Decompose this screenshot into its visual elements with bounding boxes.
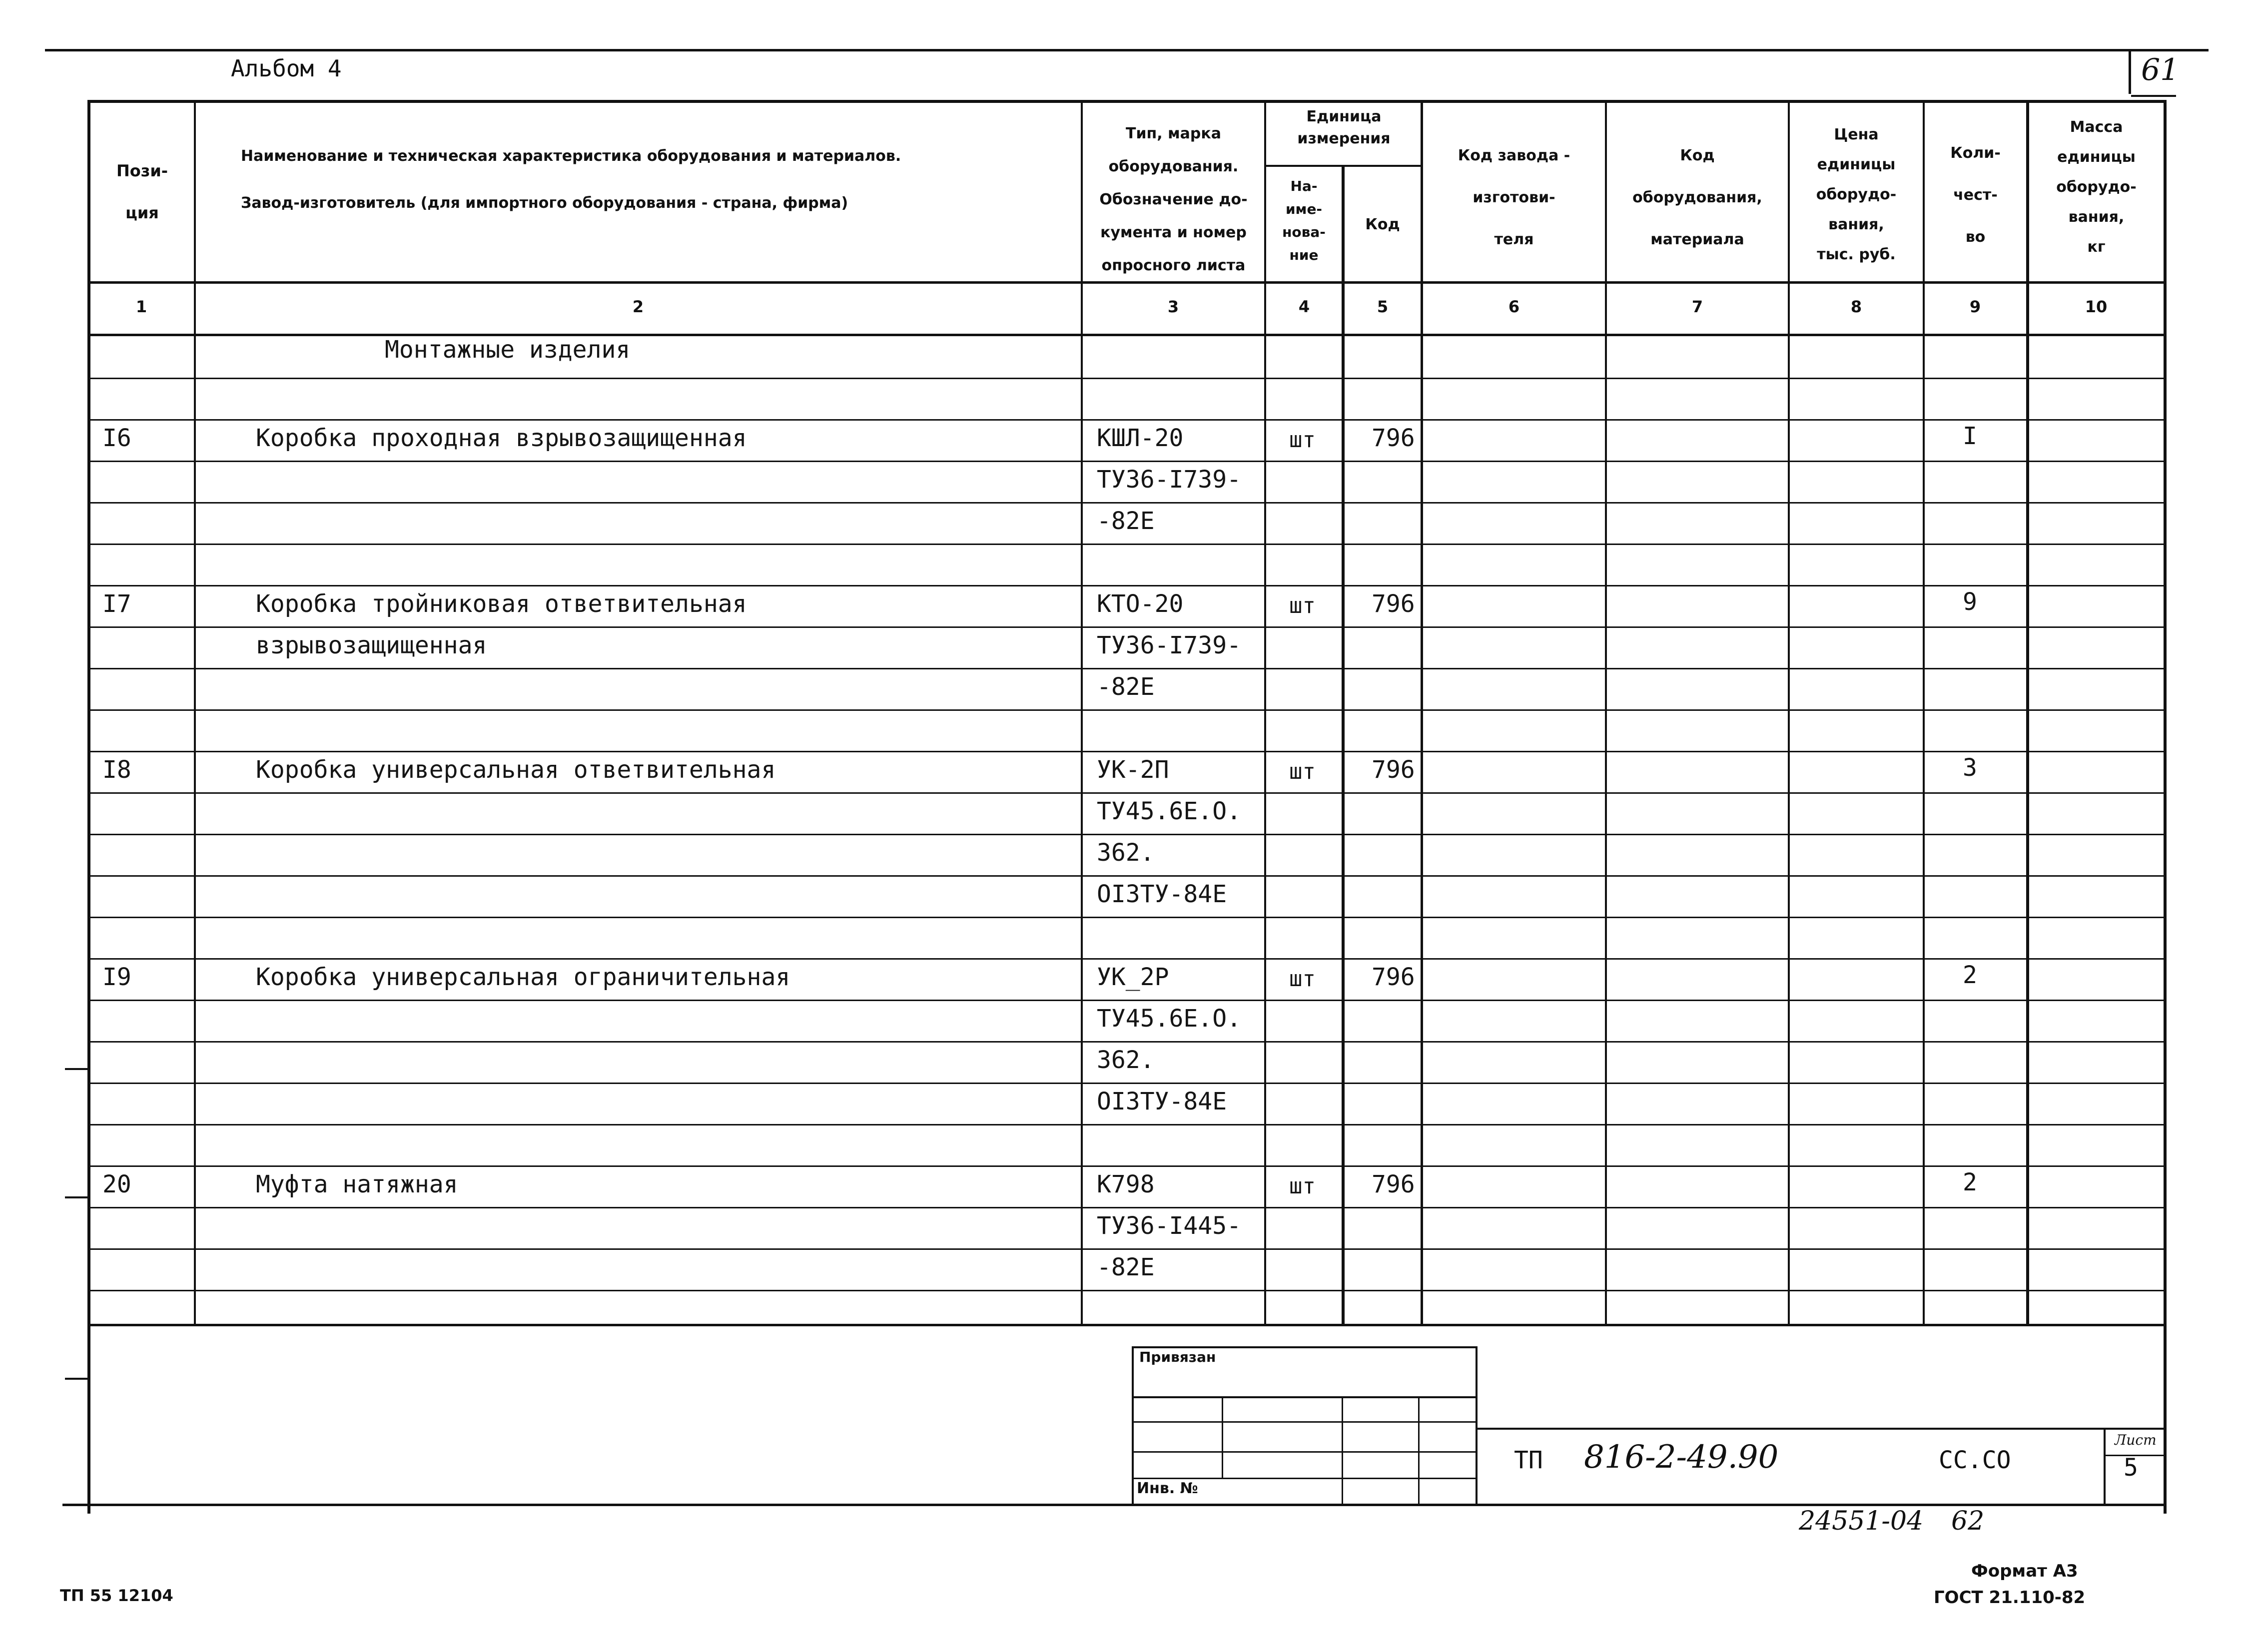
col-divider-4 xyxy=(1342,165,1345,1324)
sheet-box-left xyxy=(2104,1428,2106,1505)
margin-mark-2 xyxy=(65,1196,90,1198)
row-type: OI3ТУ-84Е xyxy=(1097,880,1227,908)
stamp-col-3 xyxy=(1418,1398,1420,1505)
c4-header-line: име- xyxy=(1285,201,1323,217)
row-position: I6 xyxy=(102,424,131,452)
row-type: 362. xyxy=(1097,839,1155,867)
section-title: Монтажные изделия xyxy=(385,336,631,364)
c8-header-line: вания, xyxy=(1828,216,1884,233)
col-divider-2 xyxy=(1081,100,1083,1324)
col3-header xyxy=(1083,117,1264,282)
row-line xyxy=(89,751,2165,752)
col4-header xyxy=(1266,175,1342,267)
margin-mark-3 xyxy=(65,1378,90,1380)
tp-label: ТП xyxy=(1514,1446,1543,1474)
document-code: СС.СО xyxy=(1939,1446,2011,1474)
row-line xyxy=(89,1290,2165,1291)
c7-header-line: материала xyxy=(1650,231,1744,248)
row-code: 796 xyxy=(1372,590,1415,618)
row-type: КШЛ-20 xyxy=(1097,424,1184,452)
page-corner-number: 61 xyxy=(2141,52,2180,87)
stamp-col-1 xyxy=(1222,1398,1223,1478)
col-divider-3 xyxy=(1264,100,1266,1324)
table-left-border xyxy=(87,100,90,1514)
row-type: ТУ45.6Е.О. xyxy=(1097,1005,1241,1033)
row-type: -82Е xyxy=(1097,673,1155,701)
unit-subheader-line xyxy=(1264,165,1422,167)
c_unit-header-line: измерения xyxy=(1297,130,1391,147)
row-type: УК-2П xyxy=(1097,756,1169,784)
row-type: ТУ36-I445- xyxy=(1097,1212,1241,1240)
row-type: 362. xyxy=(1097,1046,1155,1074)
c6-header-line: Код завода - xyxy=(1458,147,1570,164)
col2-header-line2: Завод-изготовитель (для импортного оборудования - страна, фирма) xyxy=(241,194,848,212)
table-bottom-line xyxy=(87,1324,2166,1326)
row-line xyxy=(89,1083,2165,1084)
row-line xyxy=(89,544,2165,545)
album-label: Альбом 4 xyxy=(231,55,342,82)
archive-number: 24551-04 xyxy=(1799,1506,1924,1536)
row-quantity: 2 xyxy=(1963,1168,1977,1196)
col7-header xyxy=(1607,135,1788,261)
sheet-label: Лист xyxy=(2115,1432,2157,1448)
col5-header: Код xyxy=(1365,216,1400,233)
c9-header-line: чест- xyxy=(1953,186,1998,204)
sheet-number: 5 xyxy=(2124,1454,2138,1482)
stamp-box-left xyxy=(1132,1346,1134,1506)
c3-header-line: опросного листа xyxy=(1101,257,1246,274)
stamp-row-3 xyxy=(1132,1451,1477,1453)
title-block-top xyxy=(1476,1428,2165,1430)
row-unit: шт xyxy=(1289,1173,1316,1199)
row-type: ТУ36-I739- xyxy=(1097,466,1241,494)
top-border xyxy=(45,49,2209,51)
row-line xyxy=(89,1000,2165,1001)
row-code: 796 xyxy=(1372,756,1415,784)
row-quantity: 3 xyxy=(1963,754,1977,782)
c7-header-line: Код xyxy=(1680,147,1715,164)
row-name: Коробка проходная взрывозащищенная xyxy=(256,424,747,452)
table-right-border xyxy=(2164,100,2167,1514)
c4-header-line: ние xyxy=(1289,247,1319,263)
row-line xyxy=(89,709,2165,711)
privyazan-label: Привязан xyxy=(1139,1349,1216,1365)
document-number: 816-2-49.90 xyxy=(1584,1439,1779,1476)
col2-header-line1: Наименование и техническая характеристика оборудования и материалов. xyxy=(241,147,901,165)
col1-header: Пози- ция xyxy=(116,161,168,222)
gost-label: ГОСТ 21.110-82 xyxy=(1934,1588,2086,1608)
margin-mark-1 xyxy=(65,1068,90,1070)
row-code: 796 xyxy=(1372,1170,1415,1198)
row-line xyxy=(89,917,2165,918)
row-type: ТУ45.6Е.О. xyxy=(1097,797,1241,825)
row-line xyxy=(89,378,2165,379)
stamp-row-4 xyxy=(1132,1478,1477,1479)
archive-page: 62 xyxy=(1951,1506,1985,1536)
row-position: I8 xyxy=(102,756,131,784)
col6-header xyxy=(1423,135,1605,261)
row-unit: шт xyxy=(1289,427,1316,453)
col-divider-9 xyxy=(2026,100,2029,1324)
row-unit: шт xyxy=(1289,966,1316,992)
c7-header-line: оборудования, xyxy=(1632,189,1762,206)
stamp-row-2 xyxy=(1132,1421,1477,1423)
row-line xyxy=(89,626,2165,628)
stamp-col-2 xyxy=(1342,1398,1343,1505)
row-code: 796 xyxy=(1372,424,1415,452)
row-line xyxy=(89,419,2165,421)
row-line xyxy=(89,958,2165,960)
c10-header-line: кг xyxy=(2087,238,2106,256)
c4-header-line: На- xyxy=(1290,178,1318,194)
col8-header xyxy=(1790,120,1923,270)
row-line xyxy=(89,1041,2165,1043)
stamp-box-top xyxy=(1132,1346,1477,1348)
row-name: Коробка тройниковая ответвительная xyxy=(256,590,747,618)
col2-header xyxy=(196,142,1080,217)
row-name: Коробка универсальная ограничительная xyxy=(256,963,790,991)
c4-header-line: нова- xyxy=(1282,224,1326,240)
row-position: I7 xyxy=(102,590,131,618)
unit-header xyxy=(1266,106,1422,150)
col-divider-6 xyxy=(1605,100,1607,1324)
row-line xyxy=(89,585,2165,586)
row-name: Коробка универсальная ответвительная xyxy=(256,756,776,784)
c6-header-line: теля xyxy=(1494,231,1534,248)
row-line xyxy=(89,1248,2165,1250)
row-code: 796 xyxy=(1372,963,1415,991)
c3-header-line: Тип, марка xyxy=(1126,125,1221,142)
c10-header-line: Масса xyxy=(2070,118,2123,136)
c3-header-line: Обозначение до- xyxy=(1099,191,1248,208)
row-line xyxy=(89,1165,2165,1167)
row-line xyxy=(89,502,2165,504)
row-line xyxy=(89,875,2165,877)
col-divider-1 xyxy=(194,100,196,1324)
corner-tick xyxy=(2131,95,2176,97)
c10-header-line: единицы xyxy=(2057,148,2136,166)
row-quantity: 2 xyxy=(1963,961,1977,989)
c9-header-line: Коли- xyxy=(1950,144,2001,162)
col9-header xyxy=(1925,132,2026,258)
row-line xyxy=(89,834,2165,835)
row-name: Муфта натяжная xyxy=(256,1170,458,1198)
row-name: взрывозащищенная xyxy=(256,631,487,659)
c10-header-line: вания, xyxy=(2068,208,2125,226)
left-code-label: ТП 55 12104 xyxy=(60,1586,173,1605)
row-line xyxy=(89,461,2165,462)
row-line xyxy=(89,1207,2165,1208)
c8-header-line: Цена xyxy=(1834,126,1879,143)
row-line xyxy=(89,668,2165,669)
row-type: -82Е xyxy=(1097,507,1155,535)
stamp-box-right xyxy=(1476,1346,1478,1506)
col-divider-8 xyxy=(1923,100,1925,1324)
row-type: ТУ36-I739- xyxy=(1097,631,1241,659)
col-divider-7 xyxy=(1788,100,1790,1324)
row-unit: шт xyxy=(1289,759,1316,784)
format-label: Формат А3 xyxy=(1971,1561,2078,1581)
row-type: КТО-20 xyxy=(1097,590,1184,618)
c6-header-line: изготови- xyxy=(1473,189,1555,206)
inv-label: Инв. № xyxy=(1137,1480,1198,1497)
c10-header-line: оборудо- xyxy=(2056,178,2137,196)
c3-header-line: оборудования. xyxy=(1108,158,1239,175)
row-line xyxy=(89,792,2165,794)
c8-header-line: оборудо- xyxy=(1816,186,1897,203)
row-type: К798 xyxy=(1097,1170,1155,1198)
row-type: OI3ТУ-84Е xyxy=(1097,1088,1227,1115)
c8-header-line: единицы xyxy=(1817,156,1896,173)
row-position: I9 xyxy=(102,963,131,991)
c3-header-line: кумента и номер xyxy=(1100,224,1247,241)
col-divider-5 xyxy=(1421,100,1423,1324)
table-top-border xyxy=(87,100,2166,103)
col10-header xyxy=(2029,112,2164,262)
row-type: УК_2Р xyxy=(1097,963,1169,991)
stamp-row-1 xyxy=(1132,1396,1477,1398)
row-position: 20 xyxy=(102,1170,131,1198)
corner-divider xyxy=(2129,49,2131,94)
row-unit: шт xyxy=(1289,593,1316,618)
c_unit-header-line: Единица xyxy=(1306,108,1382,125)
c8-header-line: тыс. руб. xyxy=(1817,246,1896,263)
row-line xyxy=(89,1124,2165,1125)
row-quantity: I xyxy=(1963,422,1977,450)
row-type: -82Е xyxy=(1097,1253,1155,1281)
row-quantity: 9 xyxy=(1963,588,1977,616)
c9-header-line: во xyxy=(1965,228,1986,246)
